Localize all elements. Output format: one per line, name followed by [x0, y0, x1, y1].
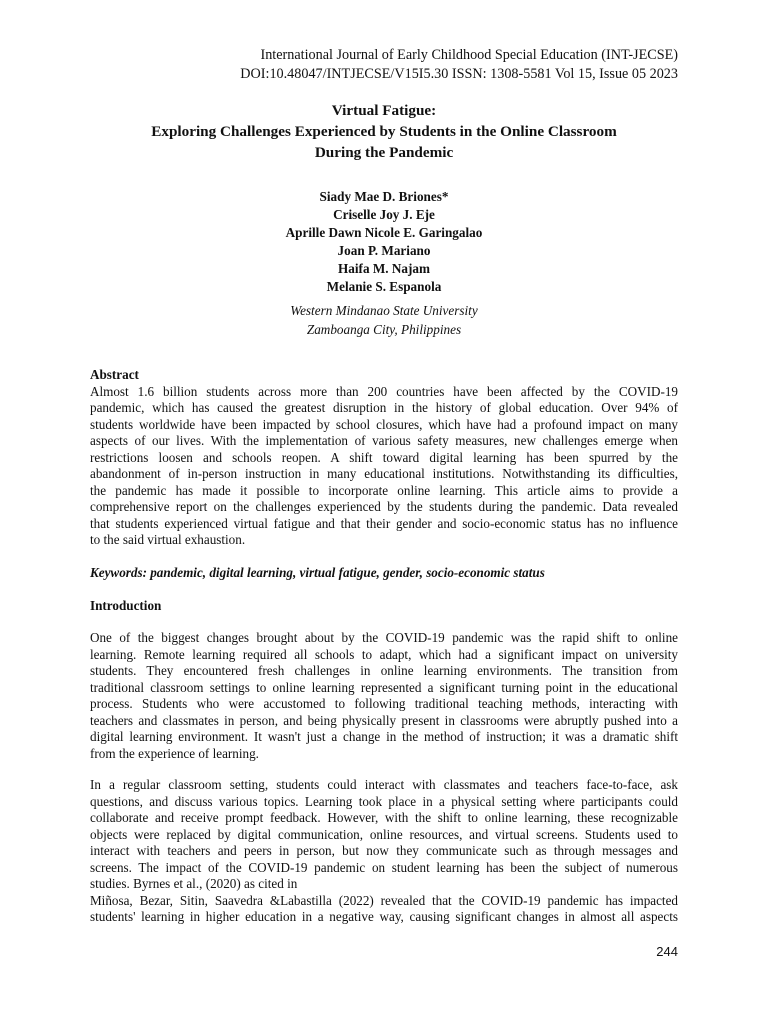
affiliation: [0, 302, 768, 339]
author-name: Siady Mae D. Briones*: [319, 189, 449, 204]
introduction-heading: Introduction: [90, 598, 162, 613]
abstract-line: pandemic, which has caused the greatest disruption in the history of global education. Over 94% of: [90, 400, 678, 415]
affiliation-city: Zamboanga City, Philippines: [306, 321, 462, 337]
abstract-heading: Abstract: [90, 367, 139, 382]
author-list: [0, 188, 768, 296]
intro-line: interact with teachers and peers in person, but now they communicate such as through messages and: [90, 843, 678, 858]
intro-line: learning. Remote learning required all schools to adapt, which had a significant impact on university: [90, 646, 678, 662]
abstract-section: [90, 367, 678, 549]
intro-line: from the experience of learning.: [90, 745, 259, 761]
intro-line: traditional classroom settings to online learning represented a significant turning point in the educational: [90, 679, 678, 695]
title-line-1: Virtual Fatigue:: [331, 102, 437, 119]
author-name: Haifa M. Najam: [338, 261, 430, 276]
introduction-paragraph-2: [90, 777, 678, 926]
author-name: Melanie S. Espanola: [326, 279, 442, 294]
abstract-line: abandonment of in-person instruction in many educational institutions. Notwithstanding its difficulties,: [90, 466, 678, 481]
intro-line: questions, and discuss various topics. Learning took place in a physical setting where participants could: [90, 793, 678, 809]
intro-line: process. Students who were accustomed to following traditional teaching methods, interacting with: [90, 696, 678, 711]
author-name: Criselle Joy J. Eje: [333, 207, 435, 222]
intro-line: studies. Byrnes et al., (2020) as cited in: [90, 876, 298, 891]
abstract-line: Almost 1.6 billion students across more than 200 countries have been affected by the COVID-19: [90, 383, 678, 399]
intro-line: digital learning environment. It wasn't just a change in the method of instruction; it was a dramatic shift: [90, 729, 678, 744]
author-name: Aprille Dawn Nicole E. Garingalao: [285, 225, 483, 240]
abstract-body: [90, 384, 678, 549]
journal-name: International Journal of Early Childhood Special Education (INT-JECSE): [260, 47, 678, 63]
abstract-line: aspects of our lives. With the implementation of various safety measures, new challenges emerge when: [90, 433, 678, 448]
abstract-line: comprehensive report on the challenges experienced by the students during the pandemic. Data revealed: [90, 499, 678, 514]
page-number: 244: [656, 944, 678, 959]
affiliation-university: Western Mindanao State University: [290, 303, 478, 318]
intro-line: One of the biggest changes brought about by the COVID-19 pandemic was the rapid shift to online: [90, 630, 678, 645]
intro-line: In a regular classroom setting, students could interact with classmates and teachers face-to-face, ask: [90, 777, 678, 792]
keywords: Keywords: pandemic, digital learning, virtual fatigue, gender, socio-economic status: [90, 565, 545, 580]
author-name: Joan P. Mariano: [337, 243, 431, 258]
abstract-line: to the said virtual exhaustion.: [90, 532, 246, 547]
intro-line: collaborate and receive prompt feedback. However, with the shift to online learning, these recognizable: [90, 810, 678, 825]
intro-line: Miñosa, Bezar, Sitin, Saavedra &Labastilla (2022) revealed that the COVID-19 pandemic has impacted: [90, 892, 678, 908]
abstract-line: that students experienced virtual fatigue and that their gender and socio-economic status has no influence: [90, 515, 678, 531]
intro-line: teachers and classmates in person, and being physically present in classrooms were abruptly pushed into a: [90, 712, 678, 728]
intro-line: students' learning in higher education in a negative way, causing significant changes in almost all aspects: [90, 909, 678, 924]
abstract-line: the pandemic has made it possible to incorporate online learning. This article aims to provide a: [90, 482, 678, 498]
paper-title: [0, 100, 768, 163]
title-line-3: During the Pandemic: [314, 144, 454, 161]
doi-issn-line: DOI:10.48047/INTJECSE/V15I5.30 ISSN: 1308-5581 Vol 15, Issue 05 2023: [240, 66, 678, 82]
title-line-2: Exploring Challenges Experienced by Students in the Online Classroom: [151, 123, 617, 140]
journal-header: [240, 46, 678, 84]
abstract-line: restrictions loosen and schools reopen. A shift toward digital learning has been spurred by the: [90, 449, 678, 465]
introduction-paragraph-1: [90, 630, 678, 762]
abstract-line: students worldwide have been impacted by school closures, which have had a profound impact on many: [90, 416, 678, 432]
intro-line: objects were replaced by digital communication, online resources, and virtual screens. Students used to: [90, 826, 678, 842]
intro-line: screens. The impact of the COVID-19 pandemic on student learning has been the subject of numerous: [90, 859, 678, 875]
intro-line: students. They encountered fresh challenges in online learning environments. The transition from: [90, 663, 678, 678]
